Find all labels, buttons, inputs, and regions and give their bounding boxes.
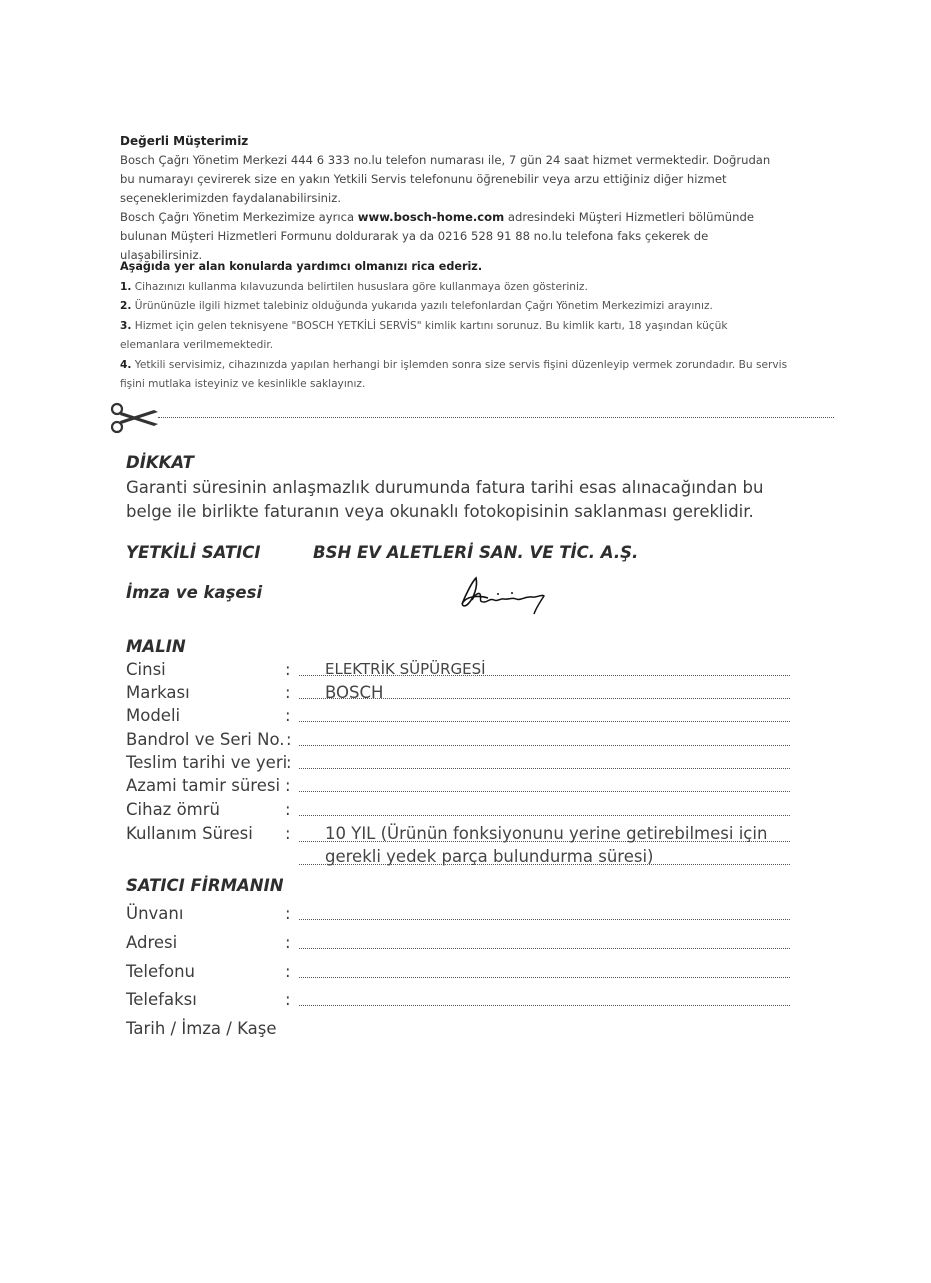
- product-brand-value[interactable]: BOSCH: [325, 683, 384, 702]
- notice-text: Garanti süresinin anlaşmazlık durumunda fatura tarihi esas alınacağından bu belge ile birlikte faturanın veya okunaklı fotokopisinin saklanması gereklidir.: [126, 478, 764, 521]
- help-item: 1. Cihazınızı kullanma kılavuzunda belirtilen hususlara göre kullanmaya özen gösteriniz.: [120, 280, 588, 293]
- dealer-label: YETKİLİ SATICI: [126, 543, 261, 562]
- seller-title: SATICI FİRMANIN: [126, 876, 284, 895]
- seller-phone-field[interactable]: [299, 977, 790, 978]
- seller-row-phone: Telefonu :: [126, 962, 790, 985]
- product-usage-value[interactable]: 10 YIL (Ürünün fonksiyonunu yerine getirebilmesi için: [325, 824, 768, 843]
- help-item: 2. Ürününüzle ilgili hizmet talebiniz olduğunda yukarıda yazılı telefonlardan Çağrı Yönetim Merkezimizi arayınız.: [120, 300, 713, 312]
- product-row-brand: Markası : BOSCH: [126, 683, 790, 706]
- intro-title: Değerli Müşterimiz: [120, 134, 249, 148]
- help-item: 3. Hizmet için gelen teknisyene "BOSCH YETKİLİ SERVİS" kimlik kartını sorunuz. Bu kimlik kartı, 18 yaşından küçük elemanlara verilmemektedir.: [120, 319, 728, 351]
- website-link[interactable]: www.bosch-home.com: [357, 210, 505, 224]
- notice-title: DİKKAT: [126, 453, 194, 472]
- product-row-usage-cont: [126, 847, 790, 870]
- help-list: [120, 257, 788, 395]
- signature-label: İmza ve kaşesi: [126, 583, 263, 602]
- intro-paragraph-2: Bosch Çağrı Yönetim Merkezimize ayrıca www.bosch-home.com adresindeki Müşteri Hizmetleri bölümünde bulunan Müşteri Hizmetleri Formunu doldurarak ya da 0216 528 91 88 no.lu telefona faks çekerek de ulaşabilirsiniz.: [120, 210, 754, 262]
- product-row-serial: Bandrol ve Seri No. :: [126, 730, 790, 753]
- product-row-type: Cinsi : ELEKTRİK SÜPÜRGESİ: [126, 660, 790, 683]
- intro-paragraph-1: Bosch Çağrı Yönetim Merkezi 444 6 333 no.lu telefon numarası ile, 7 gün 24 saat hizmet vermektedir. Doğrudan bu numarayı çevirerek size en yakın Yetkili Servis telefonunu öğrenebilir veya arzu ettiğiniz diğer hizmet seçeneklerimizden faydalanabilirsiniz.: [120, 153, 771, 205]
- seller-row-fax: Telefaksı :: [126, 990, 790, 1013]
- product-row-usage: Kullanım Süresi : 10 YIL (Ürünün fonksiyonunu yerine getirebilmesi için: [126, 824, 790, 847]
- seller-title-field[interactable]: [299, 919, 790, 920]
- product-row-repair-time: Azami tamir süresi :: [126, 776, 790, 799]
- date-signature-label: Tarih / İmza / Kaşe: [126, 1019, 277, 1038]
- seller-address-field[interactable]: [299, 948, 790, 949]
- seller-row-title: Ünvanı :: [126, 904, 790, 927]
- product-usage-value-line2: gerekli yedek parça bulundurma süresi): [325, 847, 654, 866]
- seller-row-address: Adresi :: [126, 933, 790, 956]
- product-type-value[interactable]: ELEKTRİK SÜPÜRGESİ: [325, 660, 486, 678]
- cut-line: [158, 417, 834, 418]
- help-title: Aşağıda yer alan konularda yardımcı olmanızı rica ederiz.: [120, 260, 483, 273]
- signature-icon: [454, 572, 550, 618]
- product-row-model: Modeli :: [126, 706, 790, 729]
- product-title: MALIN: [126, 637, 186, 656]
- product-row-delivery: Teslim tarihi ve yeri :: [126, 753, 790, 776]
- seller-fax-field[interactable]: [299, 1005, 790, 1006]
- product-row-lifetime: Cihaz ömrü :: [126, 800, 790, 823]
- customer-intro: [120, 132, 788, 265]
- help-item: 4. Yetkili servisimiz, cihazınızda yapılan herhangi bir işlemden sonra size servis fişini düzenleyip vermek zorundadır. Bu servis fişini mutlaka isteyiniz ve kesinlikle saklayınız.: [120, 358, 788, 390]
- scissors-icon: [108, 402, 160, 434]
- dealer-name: BSH EV ALETLERİ SAN. VE TİC. A.Ş.: [313, 543, 639, 562]
